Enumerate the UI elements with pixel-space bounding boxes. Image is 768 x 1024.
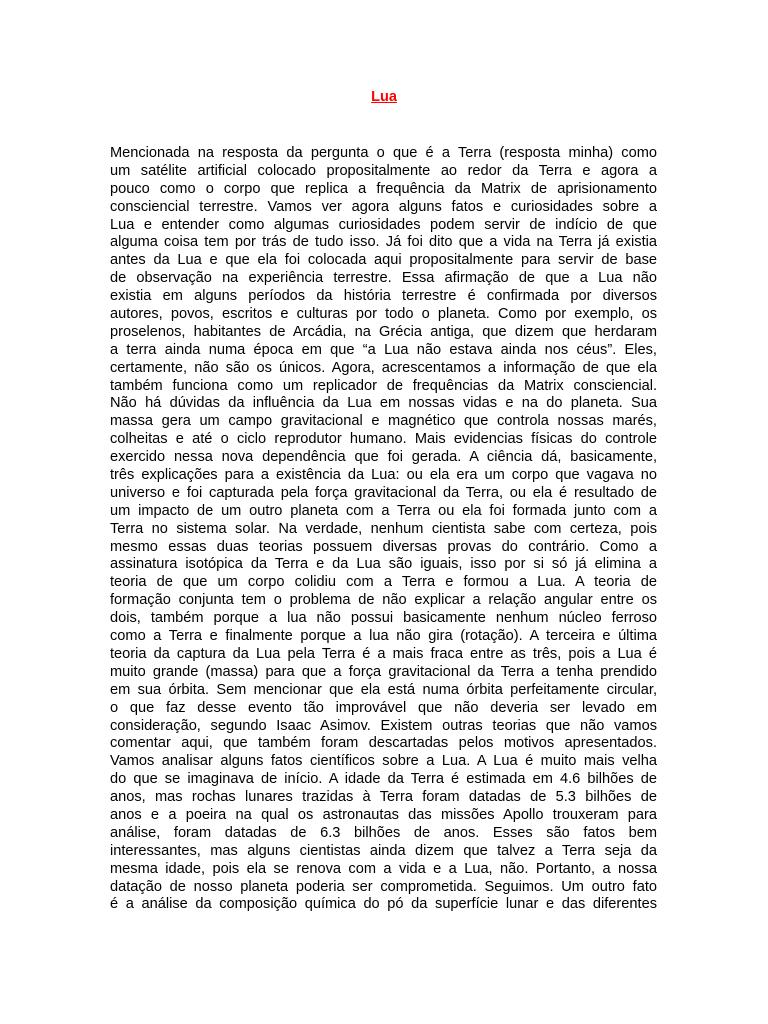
- body-text-line: datação de nosso planeta poderia ser comprometida. Seguimos. Um outro fato: [110, 878, 657, 895]
- body-text-line: mesma idade, pois ela se renova com a vida e a Lua, não. Portanto, a nossa: [110, 860, 657, 877]
- body-text-line: proselenos, habitantes de Arcádia, na Grécia antiga, que dizem que herdaram: [110, 323, 657, 340]
- body-text-line: é a análise da composição química do pó da superfície lunar e das diferentes: [110, 896, 657, 913]
- body-text-line: três explicações para a existência da Lua: ou ela era um corpo que vagava no: [110, 467, 657, 484]
- body-text-line: existia em alguns períodos da história terrestre é confirmada por diversos: [110, 288, 657, 305]
- body-text-line: em sua órbita. Sem mencionar que ela está numa órbita perfeitamente circular,: [110, 681, 657, 698]
- body-text-line: um satélite artificial colocado propositalmente ao redor da Terra e agora a: [110, 162, 657, 179]
- body-text-line: alguma coisa tem por trás de tudo isso. Já foi dito que a vida na Terra já existia: [110, 234, 657, 251]
- body-text-line: como a Terra e finalmente porque a lua não gira (rotação). A terceira e última: [110, 628, 657, 645]
- body-text-line: universo e foi capturada pela força gravitacional da Terra, ou ela é resultado de: [110, 484, 657, 501]
- body-text-line: teoria de que um corpo colidiu com a Terra e formou a Lua. A teoria de: [110, 574, 657, 591]
- body-text-line: comentar aqui, que também foram descartadas pelos motivos apresentados.: [110, 735, 657, 752]
- body-text-line: análise, foram datadas de 6.3 bilhões de anos. Esses são fatos bem: [110, 824, 657, 841]
- body-text-line: Lua e entender como algumas curiosidades podem servir de indício de que: [110, 216, 657, 233]
- body-text-line: certamente, não são os únicos. Agora, acrescentamos a informação de que ela: [110, 359, 657, 376]
- body-text-line: muito grande (massa) para que a força gravitacional da Terra a tenha prendido: [110, 663, 657, 680]
- body-text-line: exercido nessa nova dependência que foi gerada. A ciência dá, basicamente,: [110, 449, 657, 466]
- body-text-line: dois, também porque a lua não possui basicamente nenhum núcleo ferroso: [110, 610, 657, 627]
- body-text-line: interessantes, mas alguns cientistas ainda dizem que talvez a Terra seja da: [110, 842, 657, 859]
- body-text-line: a terra ainda numa época em que “a Lua não estava ainda nos céus”. Eles,: [110, 341, 657, 358]
- body-text-line: consciencial terrestre. Vamos ver agora alguns fatos e curiosidades sobre a: [110, 198, 657, 215]
- body-text-line: mesmo essas duas teorias possuem diversas provas do contrário. Como a: [110, 538, 657, 555]
- body-text-line: pouco como o corpo que replica a frequência da Matrix de aprisionamento: [110, 180, 657, 197]
- body-text-line: de observação na experiência terrestre. Essa afirmação de que a Lua não: [110, 270, 657, 287]
- body-text-line: um impacto de um outro planeta com a Terra ou ela foi formada junto com a: [110, 502, 657, 519]
- body-text-line: Mencionada na resposta da pergunta o que é a Terra (resposta minha) como: [110, 145, 657, 161]
- body-text-line: assinatura isotópica da Terra e da Lua são iguais, isso por si só já elimina a: [110, 556, 657, 573]
- body-text-line: Terra no sistema solar. Na verdade, nenhum cientista sabe com certeza, pois: [110, 520, 657, 537]
- document-body: [110, 145, 657, 914]
- body-text-line: teoria da captura da Lua pela Terra é a mais fraca entre as três, pois a Lua é: [110, 645, 657, 662]
- body-text-line: o que faz desse evento tão improvável que não deveria ser levado em: [110, 699, 657, 716]
- document-title: Lua: [371, 89, 397, 105]
- body-text-line: Vamos analisar alguns fatos científicos sobre a Lua. A Lua é muito mais velha: [110, 753, 657, 770]
- body-text-line: também funciona como um replicador de frequências da Matrix consciencial.: [110, 377, 657, 394]
- body-text-line: colheitas e até o ciclo reprodutor humano. Mais evidencias físicas do controle: [110, 431, 657, 448]
- body-text-line: Não há dúvidas da influência da Lua em nossas vidas e na do planeta. Sua: [110, 395, 657, 412]
- body-text-line: formação conjunta tem o problema de não explicar a relação angular entre os: [110, 592, 657, 609]
- body-text-line: autores, povos, escritos e culturas por todo o planeta. Como por exemplo, os: [110, 306, 657, 323]
- body-text-line: massa gera um campo gravitacional e magnético que controla nossas marés,: [110, 413, 657, 430]
- body-text-line: consideração, segundo Isaac Asimov. Existem outras teorias que não vamos: [110, 717, 657, 734]
- body-text-line: antes da Lua e que ela foi colocada aqui propositalmente para servir de base: [110, 252, 657, 269]
- body-text-line: anos e a poeira na qual os astronautas das missões Apollo trouxeram para: [110, 806, 657, 823]
- body-text-line: do que se imaginava de início. A idade da Terra é estimada em 4.6 bilhões de: [110, 771, 657, 788]
- body-text-line: anos, mas rochas lunares trazidas à Terra foram datadas de 5.3 bilhões de: [110, 789, 657, 806]
